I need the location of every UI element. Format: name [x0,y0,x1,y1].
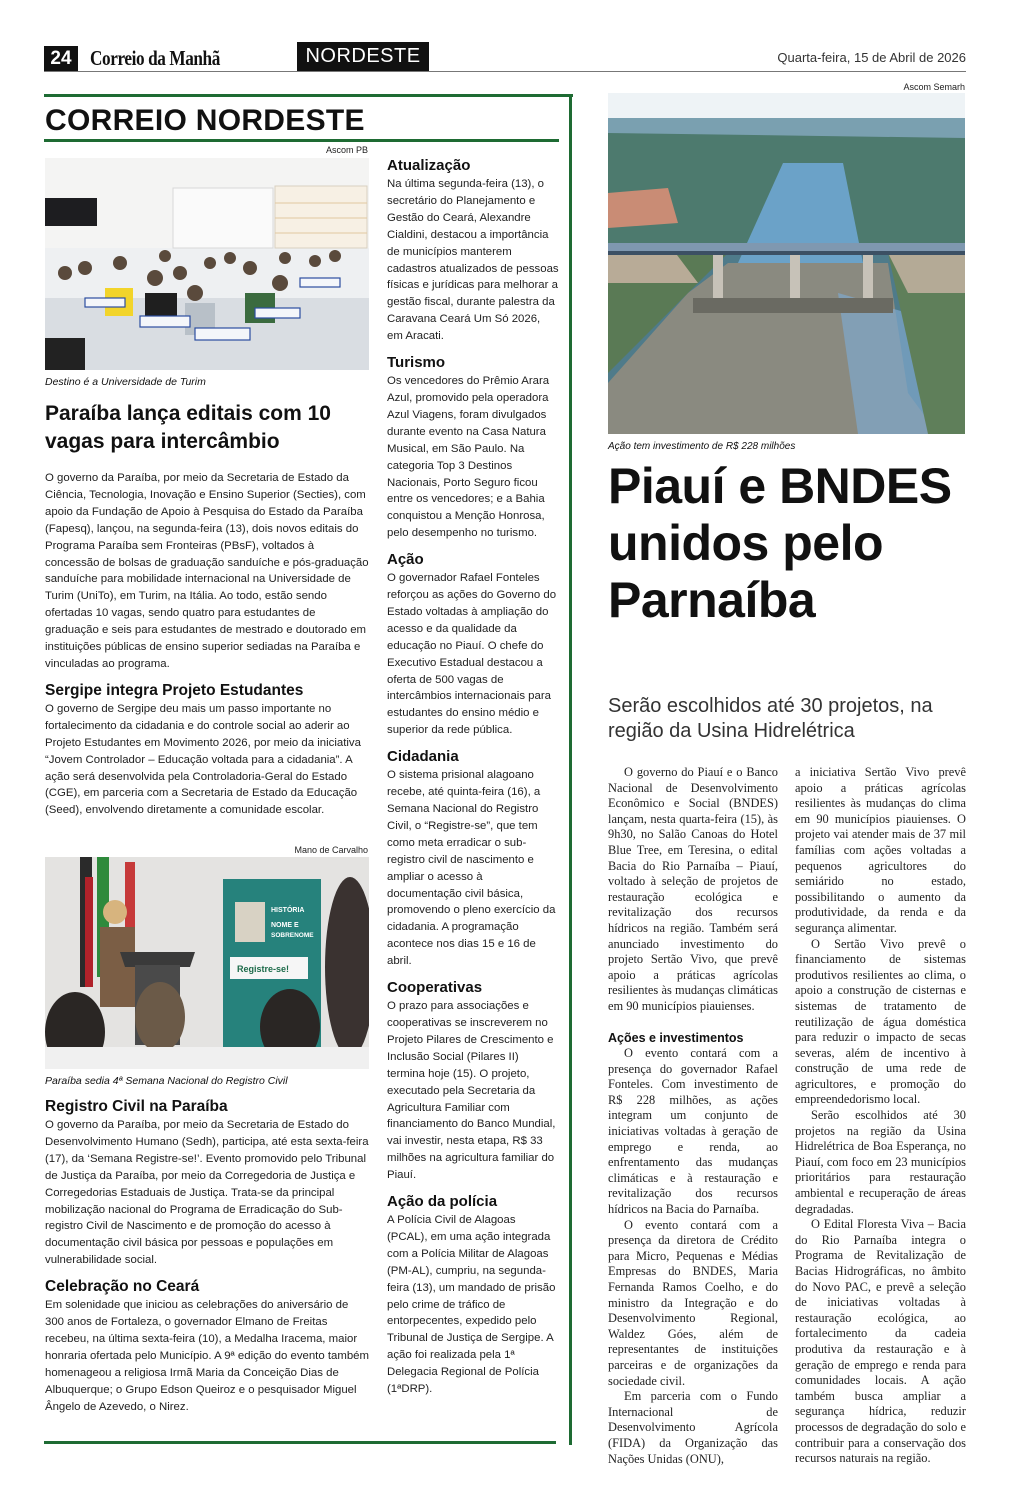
sergipe-headline: Sergipe integra Projeto Estudantes [45,681,304,699]
note-item [387,156,559,345]
note-headline: Cidadania [387,748,459,766]
svg-text:Registre-se!: Registre-se! [237,964,290,974]
article-paragraph: O evento contará com a presença da diretora de Crédito para Micro, Pequenas e Médias Empresas do BNDES, Maria Fernanda Ramos Coelho, e do ministro da Integração e do Desenvolvimento Regional, Waldez Góes, além de representantes de instituições parceiras e de organizações da sociedade civil. [608,1217,778,1388]
article-paragraph: O evento contará com a presença do governador Rafael Fonteles. Com investimento de R$ 228 milhões, as ações integram um conjunto de iniciativas voltadas à geração de emprego e renda, ao enfrentamento das mudanças climáticas e à restauração e revitalização dos recursos hídricos na Bacia do Parnaíba. [608,1046,778,1217]
page-number: 24 [44,46,78,71]
article-paragraph: Em parceria com o Fundo Internacional de Desenvolvimento Agrícola (FIDA) da Organização das Nações Unidas (ONU), [608,1389,778,1466]
sergipe-body: O governo de Sergipe deu mais um passo importante no fortalecimento da cidadania e do controle social ao aderir ao Projeto Estudantes em Movimento 2026, por meio da iniciativa “Jovem Controlador – Educação voltada para a cidadania”. A ação será desenvolvida pela Controladoria-Geral do Estado (CGE), em parceria com a Secretaria de Estado da Educação (Seed), envolvendo diretamente a comunidade escolar. [45,702,361,817]
svg-text:NOME E: NOME E [271,922,299,929]
registro-body: O governo da Paraíba, por meio da Secretaria de Estado do Desenvolvimento Humano (Sedh), participa, até esta sexta-feira (17), da ‘Semana Registre-se!’. Evento promovido pelo Tribunal de Justiça da Paraíba, por meio da Corregedoria de Justiça e Corregedorias Estaduais de Justiça. Trata-se da principal mobilização nacional do Programa de Erradicação do Sub-registro Civil de Nascimento e de promoção do acesso à documentação civil básica por pessoas e populações em vulnerabilidade social. [45,1119,369,1267]
classroom-photo [45,158,369,370]
photo-caption: Paraíba sedia 4ª Semana Nacional do Registro Civil [45,1075,288,1087]
notes-column [387,156,559,1398]
river-bridge-photo [608,93,965,434]
note-item [387,1192,559,1398]
note-item [387,747,559,970]
main-article-column-2 [795,765,966,1467]
column-title: CORREIO NORDESTE [45,104,365,137]
registro-article [45,1097,370,1416]
note-headline: Ação da polícia [387,1193,498,1211]
event-photo [45,857,369,1069]
registro-headline: Registro Civil na Paraíba [45,1098,228,1115]
photo-credit: Ascom PB [325,145,368,155]
lead-body: O governo da Paraíba, por meio da Secretaria de Estado da Ciência, Tecnologia, Inovação e Ensino Superior (Secties), com apoio da Fundação de Apoio à Pesquisa do Estado da Paraíba (Fapesq), lançou, na segunda-feira (13), dois novos editais do Programa Paraíba sem Fronteiras (PBsF), voltados à concessão de bolsas de graduação sanduíche e pós-graduação sanduíche para mobilidade internacional na Universidade de Turim (UniTo), em Turim, na Itália. Ao todo, estão sendo ofertadas 10 vagas, sendo quatro para estudantes de graduação e seis para estudantes de mestrado e doutorado em instituições públicas de ensino superior sediadas na Paraíba e vinculadas ao programa. [45,472,369,670]
photo-credit: Ascom Semarh [903,82,965,92]
newspaper-logo: Correio da Manhã [90,46,220,70]
photo-caption: Ação tem investimento de R$ 228 milhões [608,441,796,452]
event-image-icon [45,857,369,1069]
note-item [387,550,559,739]
frame-right-rule [569,94,572,1445]
note-headline: Atualização [387,157,471,174]
main-article-column-1 [608,765,778,1467]
note-headline: Ação [387,551,424,569]
photo-caption: Destino é a Universidade de Turim [45,376,206,388]
article-paragraph: O Edital Floresta Viva – Bacia do Rio Parnaíba integra o Programa de Revitalização de Bacias Hidrográficas, no âmbito do Novo PAC, e prevê a seleção de iniciativas voltadas à restauração ecológica, ao fortalecimento da cadeia produtiva da restauração e à geração de emprego e renda para comunidades locais. A ação também busca ampliar a segurança hídrica, reduzir processos de degradação do solo e contribuir para a conservação dos recursos naturais na região. [795,1217,966,1466]
note-body: Os vencedores do Prêmio Arara Azul, promovido pela operadora Azul Viagens, foram divulgados durante evento na Casa Natura Musical, em São Paulo. Na categoria Top 3 Destinos Nacionais, Porto Seguro ficou entre os vencedores; e a Bahia conquistou a Menção Honrosa, pelo desempenho no turismo. [387,375,550,540]
section-label: NORDESTE [297,42,429,71]
lead-article [45,400,370,819]
article-paragraph: Serão escolhidos até 30 projetos na região da Usina Hidrelétrica de Boa Esperança, no Piauí, com foco em 23 municípios prioritários para restauração ambiental e recuperação de áreas degradadas. [795,1108,966,1216]
photo-credit: Mano de Carvalho [294,845,368,855]
issue-date: Quarta-feira, 15 de Abril de 2026 [777,50,966,65]
article-paragraph: O governo do Piauí e o Banco Nacional de Desenvolvimento Econômico e Social (BNDES) lançam, nesta quarta-feira (15), às 9h30, no Salão Canoas do Hotel Blue Tree, em Teresina, o edital Bacia do Rio Parnaíba – Piauí, voltado à seleção de projetos de restauração ecológica e revitalização dos recursos hídricos na região. Também será anunciado investimento do projeto Sertão Vivo, que prevê apoio a práticas agrícolas resilientes às mudanças climáticas em 90 municípios piauienses. [608,765,778,1013]
classroom-image-icon [45,158,369,370]
river-image-icon [608,93,965,434]
main-subheadline: Serão escolhidos até 30 projetos, na região da Usina Hidrelétrica [608,695,933,742]
page-header [44,46,966,72]
lead-headline: Paraíba lança editais com 10 vagas para intercâmbio [45,402,331,453]
article-paragraph: a iniciativa Sertão Vivo prevê apoio a práticas agrícolas resilientes às mudanças do clima em 90 municípios piauienses. O projeto vai atender mais de 37 mil famílias com ações voltadas a pequenos agricultores do semiárido no estado, possibilitando o aumento da produtividade, da renda e da segurança alimentar. [795,765,966,935]
note-body: O governador Rafael Fonteles reforçou as ações do Governo do Estado voltadas à ampliação do acesso e da qualidade da educação no Piauí. O chefe do Executivo Estadual destacou a oferta de 500 vagas de intercâmbios internacionais para estudantes do ensino médio e superior da rede pública. [387,572,557,737]
note-body: O sistema prisional alagoano recebe, até quinta-feira (16), a Semana Nacional do Registro Civil, o “Registre-se”, que tem como meta erradicar o sub-registro civil de nascimento e ampliar o acesso à documentação civil básica, promovendo o pleno exercício da cidadania. A programação acontece nos dias 15 e 16 de abril. [387,769,556,968]
article-subhead: Ações e investimentos [608,1030,744,1045]
note-body: A Polícia Civil de Alagoas (PCAL), em uma ação integrada com a Polícia Militar de Alagoas (PM-AL), cumpriu, na segunda-feira (13), um mandado de prisão pelo crime de tráfico de entorpecentes, expedido pelo Tribunal de Justiça de Sergipe. A ação foi realizada pela 1ª Delegacia Regional de Polícia (1ªDRP). [387,1214,556,1396]
title-rule [44,139,559,142]
main-headline: Piauí e BNDES unidos pelo Parnaíba [608,458,952,628]
note-body: O prazo para associações e cooperativas se inscreverem no Projeto Pilares de Crescimento e Inclusão Social (Pilares II) termina hoje (15). O projeto, executado pela Secretaria da Agricultura Familiar com financiamento do Banco Mundial, vai investir, nesta etapa, R$ 33 milhões na agricultura familiar do Piauí. [387,1000,556,1182]
note-item [387,978,559,1184]
note-item [387,353,559,542]
ceara-headline: Celebração no Ceará [45,1278,200,1296]
svg-text:HISTÓRIA: HISTÓRIA [271,907,305,914]
svg-text:SOBRENOME: SOBRENOME [271,932,314,939]
frame-top-rule [44,94,573,97]
note-headline: Cooperativas [387,979,483,997]
article-paragraph: O Sertão Vivo prevê o financiamento de sistemas produtivos resilientes ao clima, o apoio a construção de cisternas e sistemas de tratamento de reutilização de água doméstica para reduzir o impacto de secas severas, além de incentivo à construção de uma rede de agricultores, e promoção do empreendedorismo local. [795,936,966,1107]
bottom-rule [44,1441,556,1444]
note-body: Na última segunda-feira (13), o secretário do Planejamento e Gestão do Ceará, Alexandre Cialdini, destacou a importância de municípios manterem cadastros atualizados de pessoas físicas e jurídicas para melhorar a gestão fiscal, durante palestra da Caravana Ceará Um Só 2026, em Aracati. [387,178,559,343]
note-headline: Turismo [387,354,446,372]
ceara-body: Em solenidade que iniciou as celebrações do aniversário de 300 anos de Fortaleza, o governador Elmano de Freitas recebeu, na última sexta-feira (10), a Medalha Iracema, maior honraria ofertada pelo Município. A 9ª edição do evento também homenageou a religiosa Irmã Maria da Conceição Dias de Albuquerque; o Grupo Edson Queiroz e o pesquisador Miguel Ângelo de Azevedo, o Nirez. [45,1299,369,1413]
